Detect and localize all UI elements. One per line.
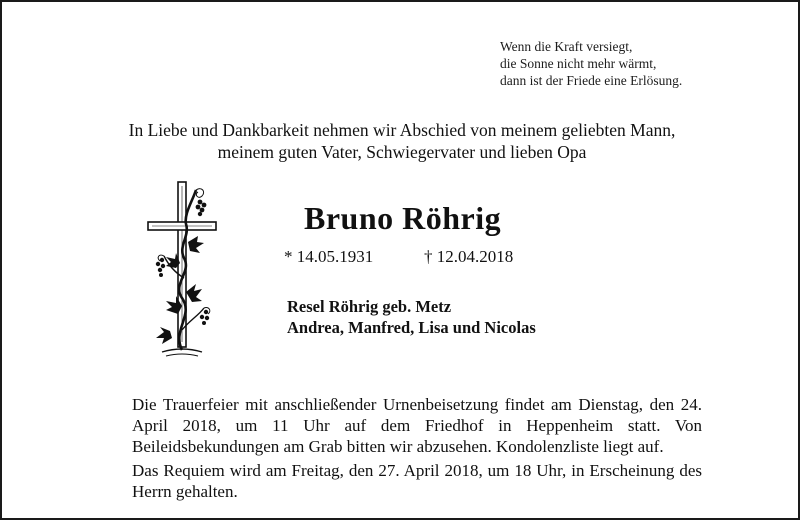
- birth-date: * 14.05.1931: [284, 247, 374, 266]
- death-date: † 12.04.2018: [424, 247, 514, 266]
- requiem-notice: Das Requiem wird am Freitag, den 27. April 2018, um 18 Uhr, in Erscheinung des Herrn gehalten.: [132, 461, 702, 501]
- intro-line: In Liebe und Dankbarkeit nehmen wir Abschied von meinem geliebten Mann,: [128, 120, 676, 140]
- poem-line: dann ist der Friede eine Erlösung.: [500, 73, 683, 88]
- mourner-line: Andrea, Manfred, Lisa und Nicolas: [287, 318, 536, 337]
- cross-with-grapevine-icon: [142, 180, 222, 365]
- poem-line: die Sonne nicht mehr wärmt,: [500, 56, 657, 71]
- poem-verse: [500, 38, 682, 89]
- intro-line: meinem guten Vater, Schwiegervater und lieben Opa: [217, 142, 587, 162]
- poem-line: Wenn die Kraft versiegt,: [500, 39, 633, 54]
- deceased-name: Bruno Röhrig: [304, 200, 502, 236]
- farewell-intro: [62, 119, 742, 163]
- funeral-notice: Die Trauerfeier mit anschließender Urnenbeisetzung findet am Dienstag, den 24. April 2018, um 11 Uhr auf dem Friedhof in Heppenheim statt. Von Beileidsbekundungen am Grab bitten wir abzusehen. Kondolenzliste liegt auf.: [132, 395, 702, 456]
- mourners-list: [287, 296, 536, 338]
- mourner-line: Resel Röhrig geb. Metz: [287, 297, 452, 316]
